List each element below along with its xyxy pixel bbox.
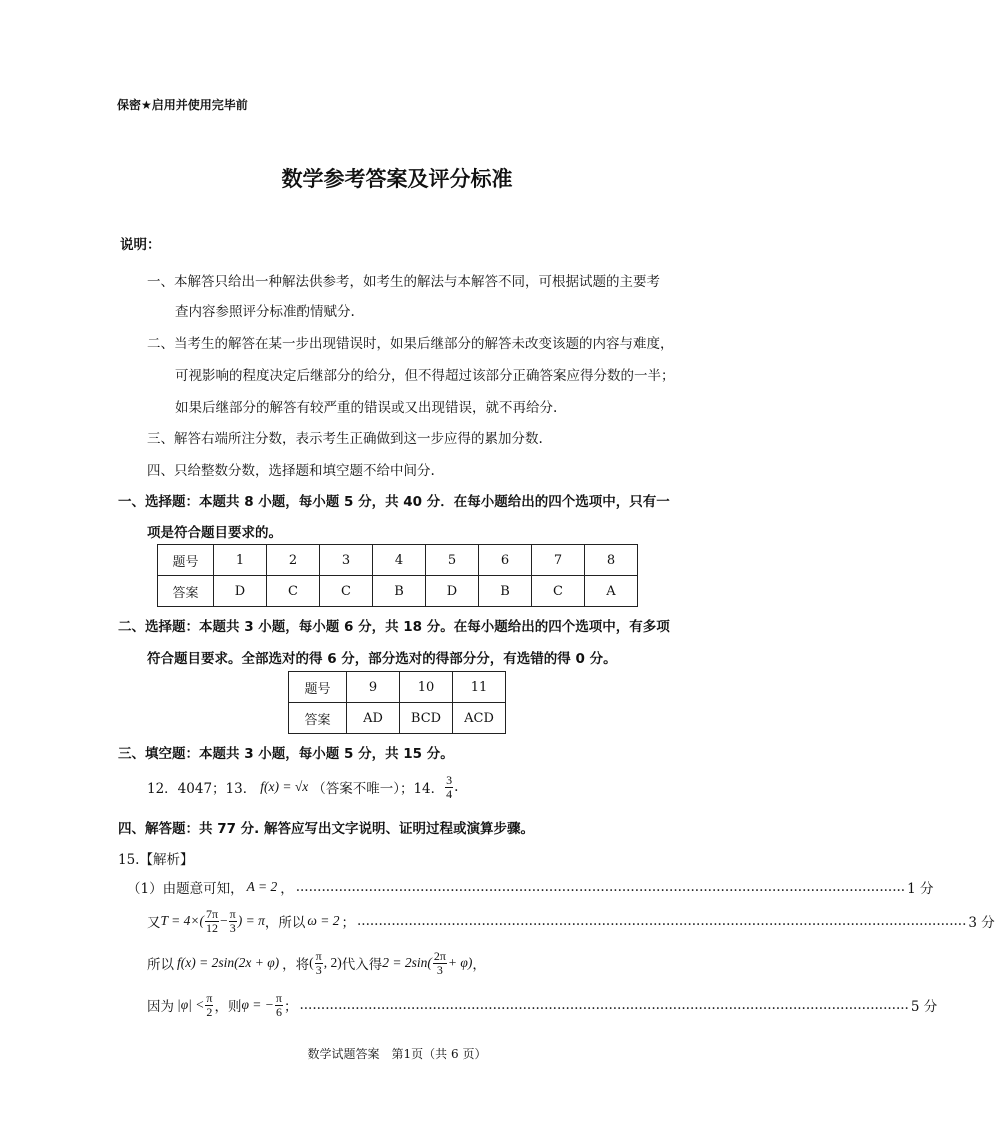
step-fraction [433, 950, 447, 977]
step-fraction [275, 992, 283, 1019]
answer-14-end: . [454, 779, 459, 795]
step-score: 3 分 [968, 915, 995, 931]
note-line: 可视影响的程度决定后继部分的给分，但不得超过该部分正确答案应得分数的一半； [175, 368, 675, 384]
table-cell: C [320, 576, 373, 607]
table-cell: D [426, 576, 479, 607]
score-leader-dots: .............................................................................................................................................. [295, 879, 906, 895]
answer-12-13-label: 12．4047；13． [147, 781, 257, 797]
notes-heading: 说明： [120, 237, 161, 253]
fraction-numerator: 2π [433, 948, 446, 963]
step-expression: |φ| < [177, 997, 205, 1012]
step-text: 代入得 [341, 957, 383, 973]
fraction-denominator: 3 [315, 962, 322, 977]
table-cell: 答案 [158, 576, 214, 607]
step-text: ，所以 [264, 915, 306, 931]
step-expression: ( [309, 955, 314, 970]
step-expression: f(x) = 2sin(2x + φ) [177, 955, 280, 970]
fraction-denominator: 4 [446, 786, 453, 801]
mc-answer-table [157, 544, 638, 607]
table-cell: C [532, 576, 585, 607]
table-cell: 5 [426, 545, 479, 576]
table-cell: B [373, 576, 426, 607]
table-cell: 3 [320, 545, 373, 576]
step-expression: + φ) [447, 955, 473, 970]
page-footer: 数学试题答案 第1页（共 6 页） [307, 1047, 487, 1061]
section3-heading: 三、填空题：本题共 3 小题，每小题 5 分，共 15 分。 [118, 746, 454, 762]
fraction-denominator: 3 [436, 962, 443, 977]
table-cell: A [585, 576, 638, 607]
step-expression: , 2) [323, 955, 342, 970]
step-expression: A = 2 [246, 879, 278, 894]
fraction-numerator: 7π [205, 906, 219, 921]
answer-13-note: （答案不唯一）；14． [312, 781, 445, 797]
step-expression: ) = π [237, 913, 265, 928]
table-cell: 答案 [289, 703, 347, 734]
table-cell: 1 [214, 545, 267, 576]
note-line: 三、解答右端所注分数，表示考生正确做到这一步应得的累加分数. [147, 431, 543, 447]
step-text: 所以 [147, 957, 174, 973]
table-cell: 题号 [158, 545, 214, 576]
section1-heading: 一、选择题：本题共 8 小题，每小题 5 分，共 40 分．在每小题给出的四个选项中，只有一 [118, 494, 670, 510]
step-fraction [315, 950, 323, 977]
step-fraction [205, 992, 213, 1019]
answer-14-fraction [445, 774, 453, 801]
q15-step4 [147, 987, 938, 1023]
step-score: 1 分 [907, 881, 934, 897]
fraction-numerator: π [315, 948, 322, 963]
table-cell: 8 [585, 545, 638, 576]
step-text: ； [341, 915, 356, 931]
step-text: ，将 [282, 957, 310, 973]
classification-label: 保密★启用并使用完毕前 [117, 98, 248, 112]
fraction-denominator: 12 [206, 920, 219, 935]
step-text: ； [283, 999, 298, 1015]
table-row [289, 703, 506, 734]
table-cell: 4 [373, 545, 426, 576]
step-expression: T = 4×( [160, 913, 204, 928]
note-line: 一、本解答只给出一种解法供参考，如考生的解法与本解答不同，可根据试题的主要考 [147, 274, 660, 290]
note-line: 查内容参照评分标准酌情赋分. [175, 304, 355, 320]
step-text: ， [472, 957, 486, 973]
score-leader-dots: .............................................................................................................................................. [357, 913, 967, 929]
note-line: 如果后继部分的解答有较严重的错误或又出现错误，就不再给分. [175, 400, 558, 416]
fraction-denominator: 3 [229, 920, 236, 935]
table-cell: ACD [453, 703, 506, 734]
fraction-numerator: 3 [446, 772, 453, 787]
section2-heading-cont: 符合题目要求。全部选对的得 6 分，部分选对的得部分分，有选错的得 0 分。 [147, 651, 617, 667]
step-text: ， [280, 881, 294, 897]
q15-step2 [147, 903, 995, 939]
table-cell: 题号 [289, 672, 347, 703]
table-cell: C [267, 576, 320, 607]
fraction-numerator: π [275, 990, 282, 1005]
score-leader-dots: .............................................................................................................................................. [299, 997, 909, 1013]
table-cell: 2 [267, 545, 320, 576]
fraction-denominator: 2 [206, 1004, 213, 1019]
step-expression: ω = 2 [307, 913, 340, 928]
q15-step3 [147, 945, 486, 981]
fraction-numerator: π [206, 990, 213, 1005]
table-cell: BCD [400, 703, 453, 734]
fill-in-answers [147, 770, 458, 804]
step-text: ，则 [214, 999, 242, 1015]
table-cell: B [479, 576, 532, 607]
page-title: 数学参考答案及评分标准 [281, 167, 513, 191]
section1-heading-cont: 项是符合题目要求的。 [147, 525, 282, 541]
step-text: 又 [147, 915, 161, 931]
section4-heading: 四、解答题：共 77 分. 解答应写出文字说明、证明过程或演算步骤。 [118, 821, 535, 837]
step-fraction [205, 908, 219, 935]
step-text: 因为 [147, 999, 174, 1015]
answer-13-expression: f(x) = √x [260, 779, 309, 794]
table-cell: 9 [347, 672, 400, 703]
step-expression: 2 = 2sin( [382, 955, 432, 970]
step-text: （1）由题意可知， [127, 881, 244, 897]
step-score: 5 分 [910, 999, 938, 1015]
q15-label: 15.【解析】 [118, 852, 194, 868]
step-fraction [229, 908, 237, 935]
table-cell: AD [347, 703, 400, 734]
table-row [289, 672, 506, 703]
section2-heading: 二、选择题：本题共 3 小题，每小题 6 分，共 18 分。在每小题给出的四个选项中，有多项 [118, 619, 670, 635]
fraction-numerator: π [229, 906, 236, 921]
note-line: 四、只给整数分数，选择题和填空题不给中间分. [147, 463, 435, 479]
table-cell: 11 [453, 672, 506, 703]
table-cell: 6 [479, 545, 532, 576]
q15-step1 [127, 877, 934, 897]
table-row [158, 576, 638, 607]
table-cell: 7 [532, 545, 585, 576]
table-cell: D [214, 576, 267, 607]
step-expression: φ = − [241, 997, 274, 1012]
multi-answer-table [288, 671, 506, 734]
fraction-denominator: 6 [275, 1004, 282, 1019]
note-line: 二、当考生的解答在某一步出现错误时，如果后继部分的解答未改变该题的内容与难度， [147, 336, 674, 352]
table-row [158, 545, 638, 576]
step-expression: − [220, 913, 228, 928]
table-cell: 10 [400, 672, 453, 703]
